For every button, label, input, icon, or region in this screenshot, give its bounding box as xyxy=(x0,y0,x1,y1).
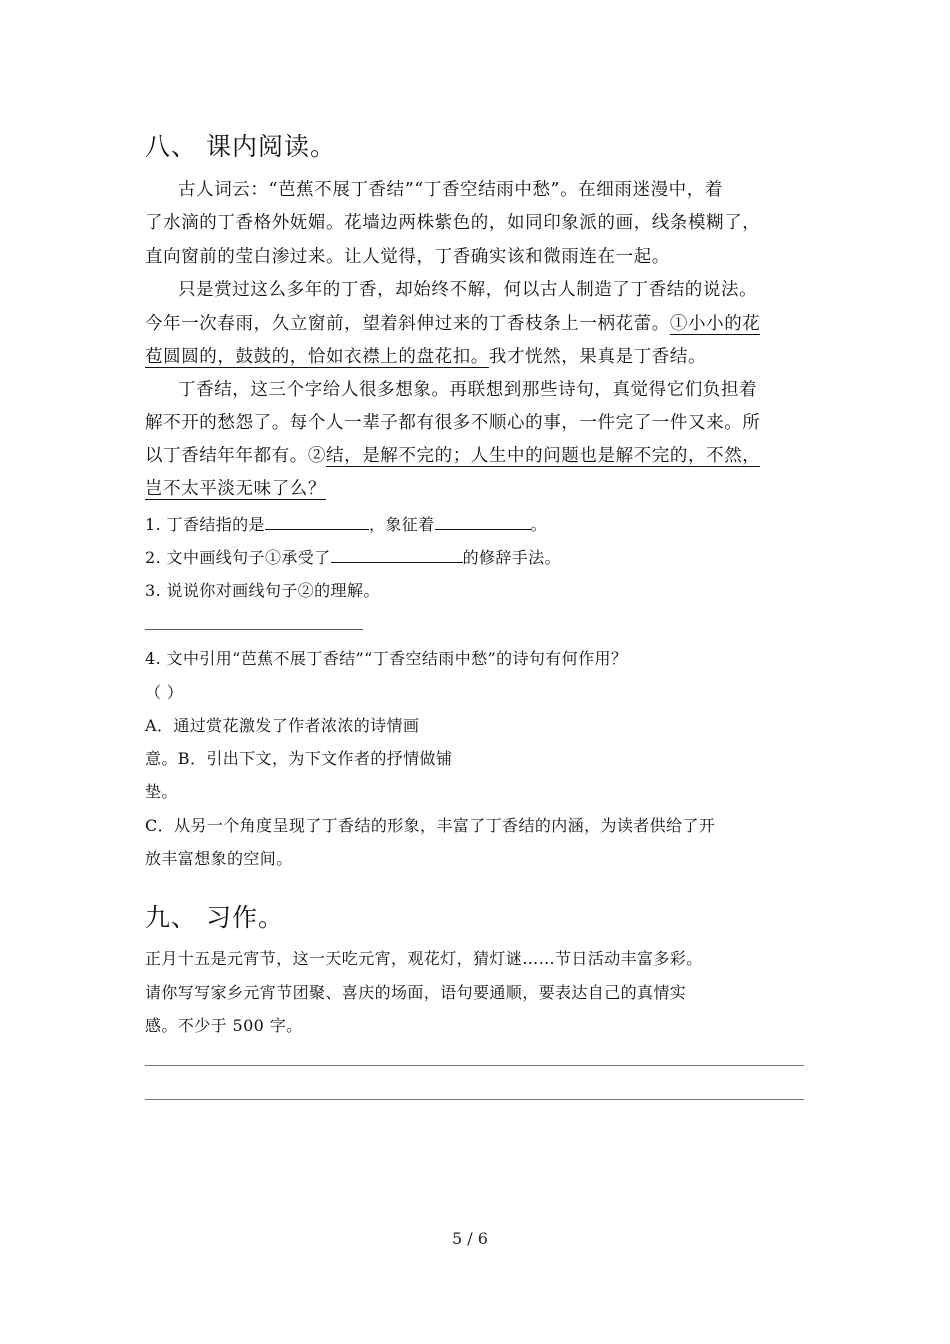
underlined-sentence-1b: 苞圆圆的，鼓鼓的，恰如衣襟上的盘花扣。 xyxy=(145,347,489,367)
section8-title: 八、 课内阅读。 xyxy=(145,132,336,161)
option-c-line2: 放丰富想象的空间。 xyxy=(145,849,293,868)
paragraph2-line3 xyxy=(145,343,706,368)
paragraph1-line2: 了水滴的丁香格外妩媚。花墙边两株紫色的，如同印象派的画，线条模糊了， xyxy=(145,213,761,233)
underlined-sentence-2a: 结，是解不完的；人生中的问题也是解不完的，不然， xyxy=(326,446,761,466)
answer-blank-2[interactable] xyxy=(331,544,463,563)
question-1-mid: ，象征着 xyxy=(368,515,435,534)
paragraph2-line1: 只是赏过这么多年的丁香，却始终不解，何以古人制造了丁香结的说法。 xyxy=(178,280,758,300)
underlined-sentence-1a: ①小小的花 xyxy=(669,314,761,334)
paragraph1-line3: 直向窗前的莹白渗过来。让人觉得，丁香确实该和微雨连在一起。 xyxy=(145,247,670,267)
answer-blank-1b[interactable] xyxy=(435,511,531,530)
paragraph3-line3-text: 以丁香结年年都有。② xyxy=(145,446,326,466)
question-1 xyxy=(145,511,547,535)
section9-title: 九、 习作。 xyxy=(145,903,284,932)
question-4-answer-paren[interactable]: （ ） xyxy=(145,683,184,702)
paragraph3-line4 xyxy=(145,475,326,500)
question-2 xyxy=(145,544,561,568)
writing-line-1[interactable] xyxy=(145,1065,804,1066)
paragraph2-line2-text: 今年一次春雨，久立窗前，望着斜伸过来的丁香枝条上一柄花蕾。 xyxy=(145,314,670,334)
question-2-text: 2. 文中画线句子①承受了 xyxy=(145,548,331,567)
writing-prompt-line3: 感。不少于 500 字。 xyxy=(145,1016,303,1035)
paragraph2-line3-text: 我才恍然，果真是丁香结。 xyxy=(488,347,707,367)
writing-prompt-line2: 请你写写家乡元宵节团聚、喜庆的场面，语句要通顺，要表达自己的真情实 xyxy=(145,983,687,1002)
question-1-text: 1. 丁香结指的是 xyxy=(145,515,265,534)
underlined-sentence-2b: 岂不太平淡无味了么？ xyxy=(145,479,326,499)
paragraph3-line1: 丁香结，这三个字给人很多想象。再联想到那些诗句，真觉得它们负担着 xyxy=(178,380,758,400)
option-a: A．通过赏花激发了作者浓浓的诗情画 xyxy=(145,716,420,735)
answer-line-3[interactable] xyxy=(145,629,363,630)
writing-prompt-line1: 正月十五是元宵节，这一天吃元宵，观花灯，猜灯谜……节日活动丰富多彩。 xyxy=(145,949,703,968)
option-c-line1: C．从另一个角度呈现了丁香结的形象，丰富了丁香结的内涵，为读者供给了开 xyxy=(145,816,716,835)
option-b-end: 垫。 xyxy=(145,782,178,801)
paragraph3-line3 xyxy=(145,442,760,467)
paragraph2-line2 xyxy=(145,310,760,335)
question-4: 4. 文中引用“芭蕉不展丁香结”“丁香空结雨中愁”的诗句有何作用？ xyxy=(145,649,628,668)
paragraph3-line2: 解不开的愁怨了。每个人一辈子都有很多不顺心的事，一件完了一件又来。所 xyxy=(145,413,761,433)
option-a-b: 意。B．引出下文，为下文作者的抒情做铺 xyxy=(145,749,453,768)
question-2-end: 的修辞手法。 xyxy=(462,548,561,567)
paragraph1-line1: 古人词云：“芭蕉不展丁香结”“丁香空结雨中愁”。在细雨迷漫中，着 xyxy=(178,180,723,200)
writing-line-2[interactable] xyxy=(145,1099,804,1100)
answer-blank-1a[interactable] xyxy=(265,511,369,530)
question-3: 3. 说说你对画线句子②的理解。 xyxy=(145,581,380,600)
question-1-end: 。 xyxy=(530,515,547,534)
page-number: 5 / 6 xyxy=(452,1229,488,1248)
